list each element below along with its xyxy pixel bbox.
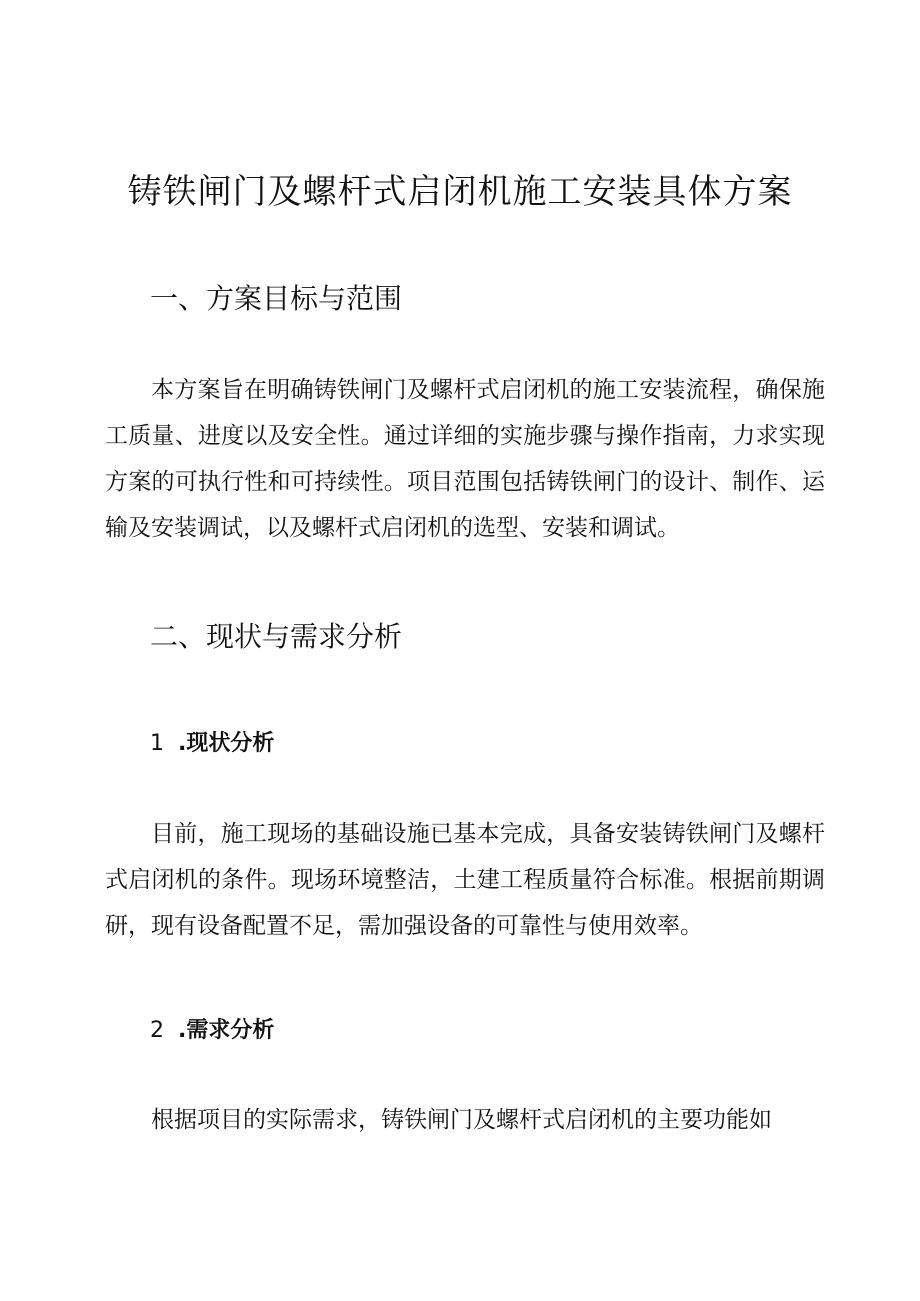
subsection-paragraph-needs: 根据项目的实际需求，铸铁闸门及螺杆式启闭机的主要功能如	[151, 1107, 772, 1133]
subsection-number: 1	[150, 731, 164, 756]
document-title: 铸铁闸门及螺杆式启闭机施工安装具体方案	[127, 172, 793, 212]
section-heading-goals: 一、方案目标与范围	[150, 282, 403, 315]
subsection-paragraph-status: 目前，施工现场的基础设施已基本完成，具备安装铸铁闸门及螺杆式启闭机的条件。现场环境整洁，土建工程质量符合标准。根据前期调研，现有设备配置不足，需加强设备的可靠性与使用效率。	[105, 821, 825, 939]
subsection-title: .现状分析	[178, 731, 275, 756]
subsection-number: 2	[150, 1018, 164, 1043]
subsection-heading-needs	[150, 1016, 274, 1046]
section-heading-analysis: 二、现状与需求分析	[150, 620, 403, 653]
subsection-heading-status	[150, 729, 274, 759]
subsection-title: .需求分析	[178, 1018, 275, 1043]
section-paragraph-goals: 本方案旨在明确铸铁闸门及螺杆式启闭机的施工安装流程，确保施工质量、进度以及安全性。通过详细的实施步骤与操作指南，力求实现方案的可执行性和可持续性。项目范围包括铸铁闸门的设计、制作、运输及安装调试，以及螺杆式启闭机的选型、安装和调试。	[105, 377, 825, 541]
